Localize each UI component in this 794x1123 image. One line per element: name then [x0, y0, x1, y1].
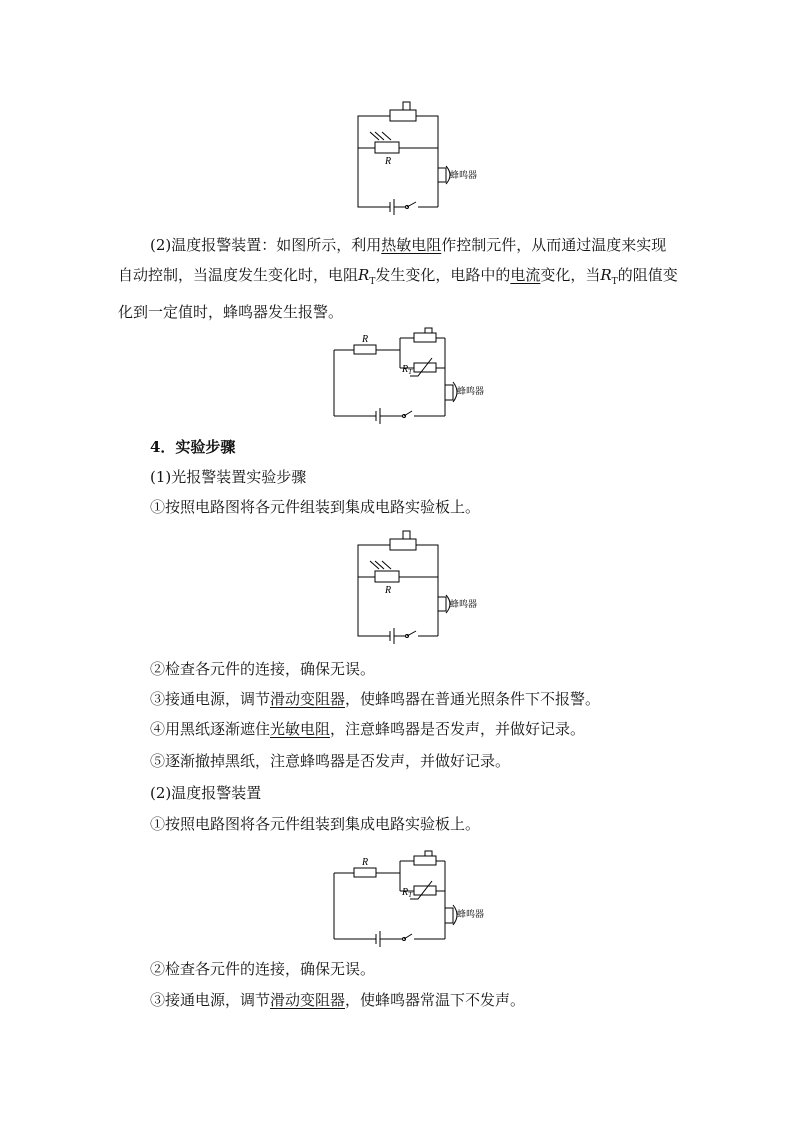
buzzer-label: 蜂鸣器 [457, 910, 485, 920]
light-step-3 [150, 688, 710, 710]
thermal-step-1: ①按照电路图将各元件组装到集成电路实验板上。 [150, 815, 481, 833]
buzzer-label: 蜂鸣器 [450, 171, 478, 181]
step-text: ，使蜂鸣器在普通光照条件下不报警。 [345, 690, 601, 708]
step-text: ③接通电源，调节 [150, 991, 271, 1009]
thermal-step-2: ②检查各元件的连接，确保无误。 [150, 960, 376, 978]
light-step-1: ①按照电路图将各元件组装到集成电路实验板上。 [150, 498, 481, 516]
buzzer-label: 蜂鸣器 [450, 600, 478, 610]
symbol-subscript: T [369, 277, 376, 287]
fixed-resistor-label: R [362, 857, 369, 868]
thermal-alarm-circuit-diagram-steps [330, 853, 505, 945]
para-text: 变化，当 [540, 266, 601, 284]
thermal-step-3 [150, 989, 710, 1011]
thermistor-label: $R_T$ [402, 887, 413, 899]
subheading-light-alarm-steps: (1)光报警装置实验步骤 [150, 468, 307, 486]
para-text: (2)温度报警装置：如图所示，利用 [150, 236, 382, 254]
step-text: ③接通电源，调节 [150, 690, 271, 708]
step-text: ④用黑纸逐渐遮住 [150, 720, 271, 738]
light-step-5: ⑤逐渐撤掉黑纸，注意蜂鸣器是否发声，并做好记录。 [150, 752, 511, 770]
resistor-label: R [385, 585, 392, 596]
step-text: ，注意蜂鸣器是否发声，并做好记录。 [330, 720, 586, 738]
para-text: 作控制元件，从而通过温度来实现自动控制，当温度发生变化时，电阻 [118, 236, 667, 284]
symbol-r: R [600, 266, 612, 284]
thermal-alarm-circuit-diagram-top [330, 330, 505, 422]
buzzer-label: 蜂鸣器 [457, 387, 485, 397]
para-text: 发生变化，电路中的 [375, 266, 511, 284]
rheostat-term: 滑动变阻器 [270, 690, 346, 708]
light-alarm-circuit-diagram-top [330, 98, 500, 213]
light-alarm-circuit-diagram-steps [330, 527, 500, 642]
resistor-label: R [385, 156, 392, 167]
thermistor-term: 热敏电阻 [381, 236, 442, 254]
fixed-resistor-label: R [362, 334, 369, 345]
section-heading-steps: 4．实验步骤 [150, 438, 236, 456]
subheading-thermal-alarm: (2)温度报警装置 [150, 784, 262, 802]
light-step-2: ②检查各元件的连接，确保无误。 [150, 660, 376, 678]
rheostat-term: 滑动变阻器 [270, 991, 346, 1009]
step-text: ，使蜂鸣器常温下不发声。 [345, 991, 526, 1009]
current-term: 电流 [510, 266, 541, 284]
symbol-subscript: T [611, 277, 618, 287]
symbol-r: R [358, 266, 370, 284]
para-text: 的阻值变化到一定值时，蜂鸣器发生报警。 [118, 266, 678, 321]
thermal-alarm-description [118, 230, 678, 327]
photoresistor-term: 光敏电阻 [270, 720, 331, 738]
light-step-4 [150, 718, 710, 740]
thermistor-label: $R_T$ [402, 364, 413, 376]
